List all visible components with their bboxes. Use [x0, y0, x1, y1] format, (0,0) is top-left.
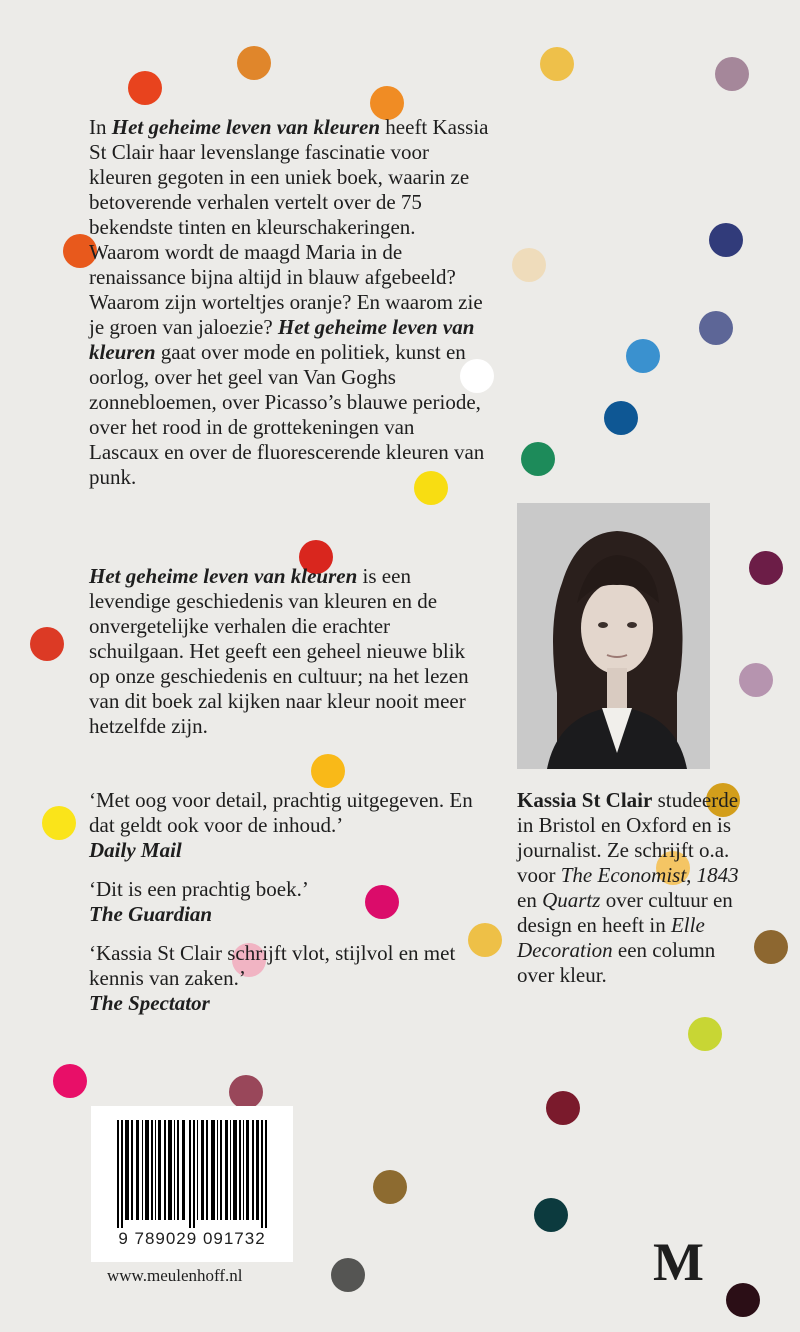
color-dot [739, 663, 773, 697]
bio-text: over cultuur en design en heeft in [517, 888, 733, 937]
publisher-url[interactable]: www.meulenhoff.nl [107, 1266, 243, 1285]
color-dot [42, 806, 76, 840]
description-text: is een levendige geschiedenis van kleuren en de onvergetelijke verhalen die erachter schuilgaan. Het geeft een geheel nieuwe blik op onze geschiedenis en cultuur; na het lezen van dit boek zal kijken naar kleur nooit meer hetzelfde zijn. [89, 564, 469, 738]
color-dot [604, 401, 638, 435]
color-dot [754, 930, 788, 964]
quote-text: ‘Met oog voor detail, prachtig uitgegeven. En dat geldt ook voor de inhoud.’ [89, 788, 473, 837]
color-dot [749, 551, 783, 585]
review-quote [89, 788, 489, 863]
publication-name: The Economist [560, 863, 687, 887]
book-title: Het geheime leven van kleuren [111, 115, 381, 139]
color-dot [726, 1283, 760, 1317]
publication-name: Elle Decoration [517, 913, 705, 962]
barcode-bars [117, 1120, 267, 1228]
book-title: Het geheime leven van kleuren [89, 315, 475, 364]
review-quotes [89, 788, 489, 1030]
bio-text: , [686, 863, 697, 887]
isbn-number: 9 789029 091732 [118, 1229, 266, 1248]
bio-text: een column over kleur. [517, 938, 716, 987]
bio-text: studeerde in Bristol en Oxford en is journalist. Ze schrijft o.a. voor [517, 788, 739, 887]
publisher-logo: M [653, 1232, 704, 1292]
color-dot [229, 1075, 263, 1109]
description-paragraph-1 [89, 115, 489, 490]
review-quote [89, 877, 489, 927]
book-title: Het geheime leven van kleuren [89, 564, 358, 588]
author-bio [517, 788, 747, 988]
color-dot [512, 248, 546, 282]
color-dot [534, 1198, 568, 1232]
color-dot [237, 46, 271, 80]
color-dot [715, 57, 749, 91]
description-text: In [89, 115, 112, 139]
review-quote [89, 941, 489, 1016]
description-text: heeft Kassia St Clair haar levenslange fascinatie voor kleuren gegoten in een uniek boek, waarin ze betoverende verhalen vertelt over de 75 bekendste tinten en kleurschakeringen. Waarom wordt de maagd Maria in de renaissance bijna altijd in blauw afgebeeld? Waarom zijn worteltjes oranje? En waarom zie je groen van jaloezie? [89, 115, 489, 339]
bio-text: en [517, 888, 543, 912]
color-dot [688, 1017, 722, 1051]
quote-source: Daily Mail [89, 838, 182, 862]
author-portrait-image [517, 503, 710, 769]
color-dot [540, 47, 574, 81]
color-dot [331, 1258, 365, 1292]
color-dot [53, 1064, 87, 1098]
publication-name: 1843 [696, 863, 739, 887]
quote-source: The Spectator [89, 991, 210, 1015]
color-dot [311, 754, 345, 788]
author-name: Kassia St Clair [517, 788, 653, 812]
quote-text: ‘Kassia St Clair schrijft vlot, stijlvol en met kennis van zaken.’ [89, 941, 456, 990]
publication-name: Quartz [542, 888, 601, 912]
author-photo [517, 503, 710, 769]
color-dot [521, 442, 555, 476]
color-dot [699, 311, 733, 345]
barcode [91, 1106, 293, 1262]
color-dot [626, 339, 660, 373]
description-text: gaat over mode en politiek, kunst en oorlog, over het geel van Van Goghs zonnebloemen, over Picasso’s blauwe periode, over het rood in de grottekeningen van Lascaux en over de fluorescerende kleuren van punk. [89, 340, 485, 489]
color-dot [373, 1170, 407, 1204]
quote-text: ‘Dit is een prachtig boek.’ [89, 877, 309, 901]
description-paragraph-2 [89, 564, 489, 739]
quote-source: The Guardian [89, 902, 213, 926]
color-dot [709, 223, 743, 257]
color-dot [128, 71, 162, 105]
color-dot [546, 1091, 580, 1125]
color-dot [30, 627, 64, 661]
